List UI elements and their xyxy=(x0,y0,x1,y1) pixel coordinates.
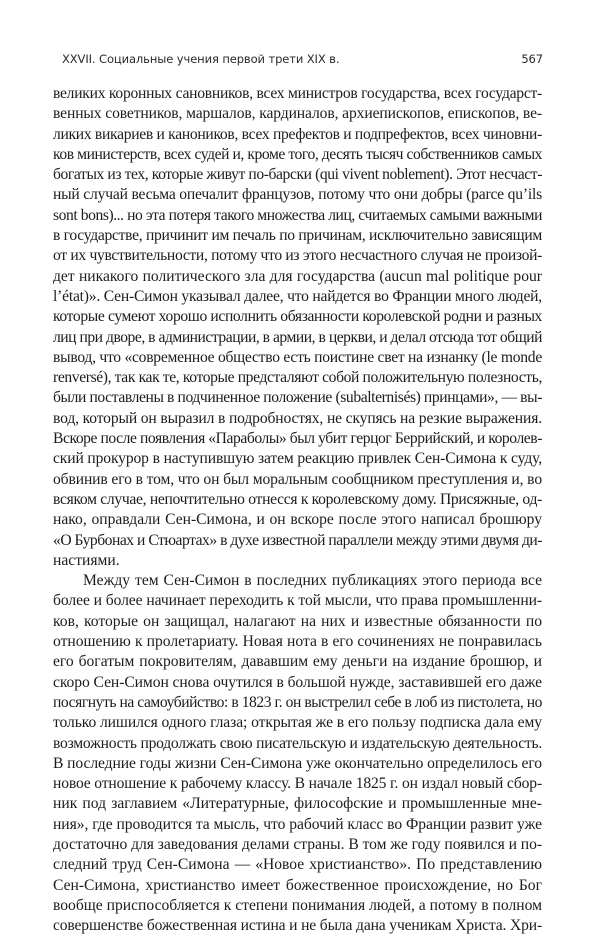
text-line: ков министерств, всех судей и, кроме того, десять тысяч собственников самых xyxy=(53,145,542,163)
text-line: которые сумеют хорошо исполнить обязанности королевской родни и разных xyxy=(53,308,542,326)
text-line: совершенстве божественная истина и не была дана ученикам Христа. Хри- xyxy=(53,917,543,935)
text-line: более и более начинает переходить к той мысли, что права промышленни- xyxy=(53,592,542,610)
text-line: посягнуть на самоубийство: в 1823 г. он выстрелил себе в лоб из пистолета, но xyxy=(53,693,542,711)
text-line: ков, которые он защищал, налагают на них и известные обязанности по xyxy=(53,612,542,630)
text-line: дет никакого политического зла для государства (aucun mal politique pour xyxy=(53,267,542,285)
text-line: обвинив его в том, что он был моральным сообщником преступления и, во xyxy=(53,470,542,488)
text-line: ник под заглавием «Литературные, философские и промышленные мне- xyxy=(53,795,542,813)
text-line: В последние годы жизни Сен-Симона уже окончательно определилось его xyxy=(53,754,542,772)
text-line: sont bons)... но эта потеря такого множества лиц, считаемых самыми важными xyxy=(53,206,542,224)
text-line: Сен-Симона, христианство имеет божественное происхождение, но Бог xyxy=(53,876,542,894)
text-line: богатых из тех, которые живут по-барски (qui vivent noblement). Этот несчаст- xyxy=(53,166,542,184)
text-line: возможность продолжать свою писательскую и издательскую деятельность. xyxy=(53,734,542,752)
text-line: Вскоре после появления «Параболы» был убит герцог Беррийский, и королев- xyxy=(53,430,542,448)
text-line: вообще приспособляется к степени понимания людей, а потому в полном xyxy=(53,896,542,914)
text-line: новое отношение к рабочему классу. В начале 1825 г. он издал новый сбор- xyxy=(53,775,542,793)
text-line: renversé), так как те, которые предсталяют собой положительную полезность, xyxy=(53,369,542,387)
chapter-title: XXVII. Социальные учения первой трети XIX в. xyxy=(62,52,340,66)
text-line: l’état)». Сен-Симон указывал далее, что найдется во Франции много людей, xyxy=(53,287,542,305)
text-line: настиями. xyxy=(53,551,120,569)
text-line: нако, оправдали Сен-Симона, и он вскоре после этого написал брошюру xyxy=(53,511,542,529)
text-line: венных советников, маршалов, кардиналов, архиепископов, епископов, ве- xyxy=(53,105,542,123)
text-line: от их чувствительности, потому что из этого несчастного случая не произой- xyxy=(53,247,542,265)
text-line: следний труд Сен-Симона — «Новое христианство». По представлению xyxy=(53,856,542,874)
text-line: всяком случае, непочтительно отнесся к королевскому дому. Присяжные, од- xyxy=(53,490,542,508)
text-line: скоро Сен-Симон снова очутился в большой нужде, заставившей его даже xyxy=(53,673,542,691)
text-line: только лишился одного глаза; открытая же в его пользу подписка дала ему xyxy=(53,714,543,732)
text-line: ный случай весьма опечалит французов, потому что они добры (parce qu’ils xyxy=(53,186,542,204)
text-line: вод, который он выразил в подробностях, не скупясь на резкие выражения. xyxy=(53,409,542,427)
text-line: «О Бурбонах и Стюартах» в духе известной параллели между этими двумя ди- xyxy=(53,531,542,549)
text-line: ликих викариев и каноников, всех префектов и подпрефектов, всех чиновни- xyxy=(53,125,542,143)
body-text xyxy=(53,84,542,936)
text-line: отношению к пролетариату. Новая нота в его сочинениях не понравилась xyxy=(53,633,542,651)
text-line: были поставлены в подчиненное положение (subalternisés) принцами», — вы- xyxy=(53,389,542,407)
text-line: великих коронных сановников, всех министров государства, всех государст- xyxy=(53,85,542,102)
text-line: Между тем Сен-Симон в последних публикациях этого периода все xyxy=(83,572,542,590)
paragraph-2 xyxy=(53,571,542,936)
paragraph-1 xyxy=(53,84,542,571)
text-line: ский прокурор в наступившую затем реакцию привлек Сен-Симона к суду, xyxy=(53,450,542,468)
text-line: ния», где проводится та мысль, что рабочий класс во Франции развит уже xyxy=(53,815,542,833)
text-line: достаточно для заведования делами страны. В том же году появился и по- xyxy=(53,835,542,853)
running-head xyxy=(62,52,543,72)
text-line: в государстве, причинит им печаль по причинам, исключительно зависящим xyxy=(53,227,542,245)
text-line: лиц при дворе, в администрации, в армии, в церкви, и делал отсюда тот общий xyxy=(53,328,542,346)
text-line: его богатым покровителям, дававшим ему деньги на издание брошюр, и xyxy=(53,653,542,671)
page-number: 567 xyxy=(521,52,543,66)
text-line: вывод, что «современное общество есть поистине свет на изнанку (le monde xyxy=(53,348,542,366)
